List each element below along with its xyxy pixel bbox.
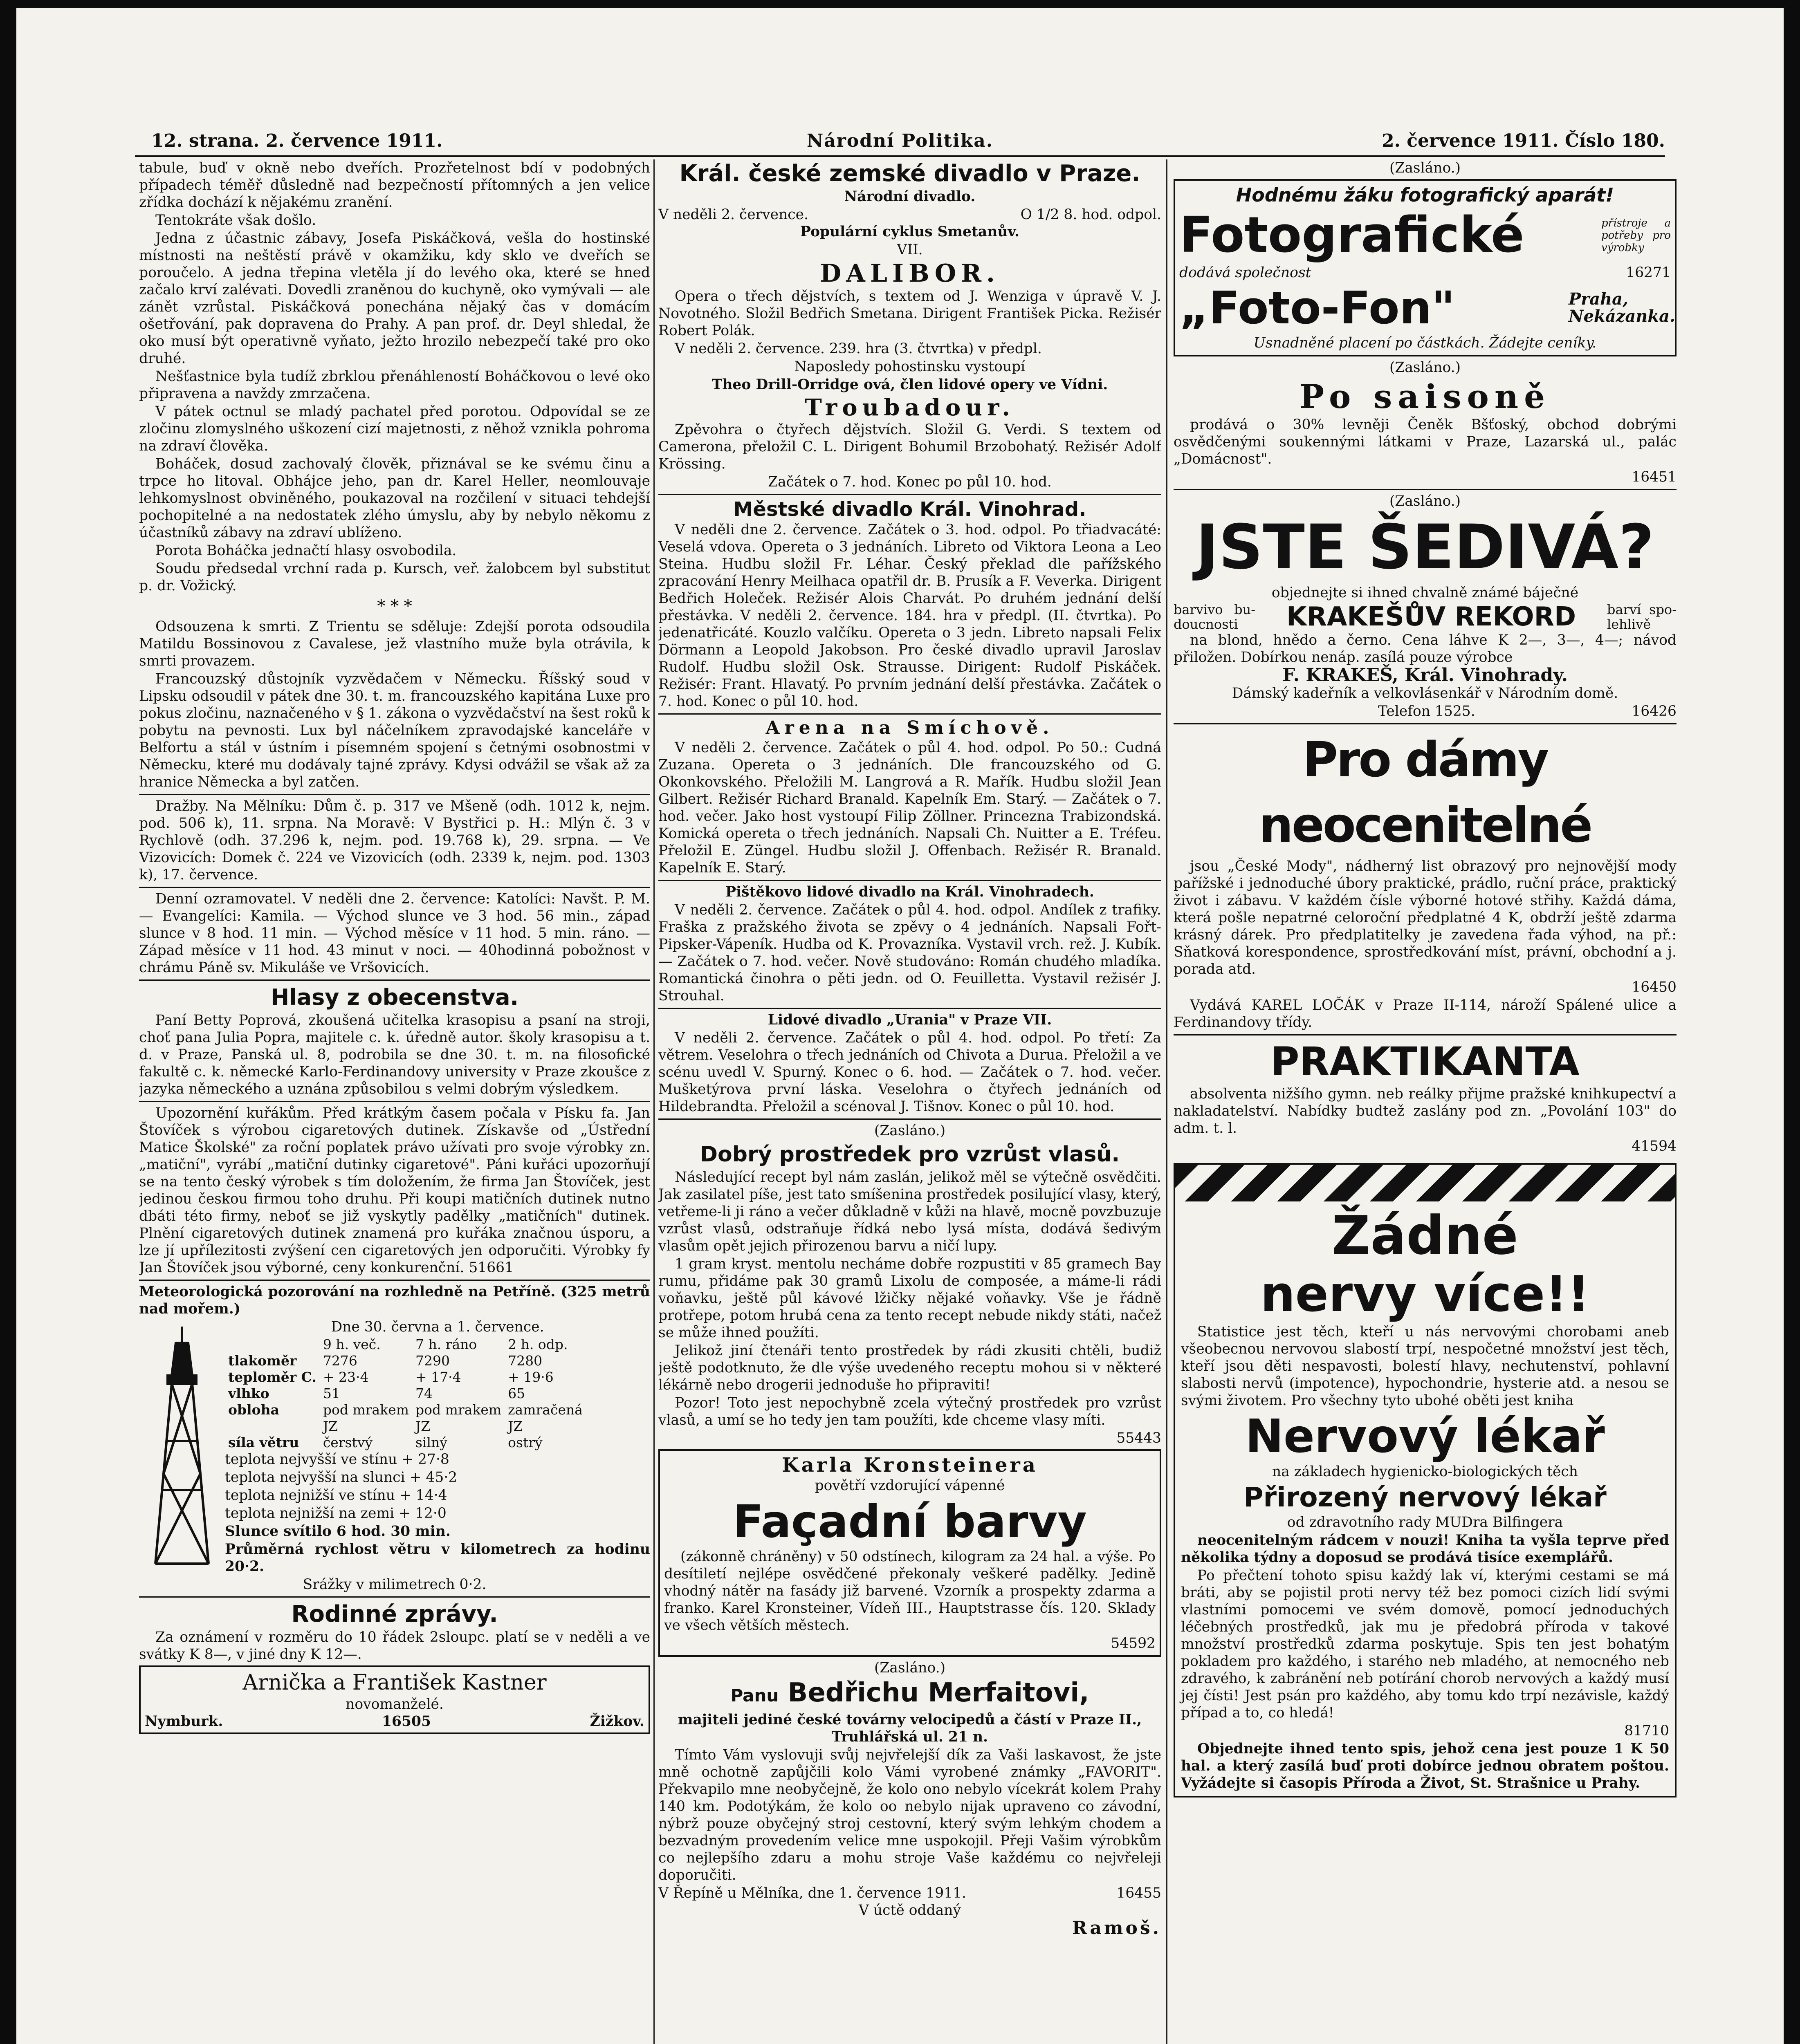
advert-subtitle: povětří vzdorující vápenné xyxy=(815,1477,1005,1494)
advert-brand: „Foto-Fon" xyxy=(1179,282,1455,334)
theatre-title: Král. české zemské divadlo v Praze. xyxy=(679,160,1140,187)
advert-headline: JSTE ŠEDIVÁ? xyxy=(1196,512,1654,583)
advert-text: Jelikož jiní čtenáři tento prostředek by rádi zkusiti chtěli, budiž ještě podotknuto, že dle výše uvedeného receptu mohou si v některé lékárně nebo drogerii jednoduše ho připraviti! xyxy=(658,1342,1161,1393)
testimonial-text: Tímto Vám vyslovuji svůj nejvřelejší dík za Vaši laskavost, že jste mně ochotně zapůjčili kolo Vámi vyrobené známky „FAVORIT". Překvapilo mne neobyčejně, že kolo ono nebylo vícekrát kolem Prahy 140 km. Podotýkám, že kolo oo nebylo nijak upraveno co závodní, nýbrž pouze obyčejný stroj cestovní, který svým lehkým chodem a bezvadným provedením velice mne uspokojil. Přeji Vašim výrobkům co nejlepšího zdaru a mohu stroje Vaše každému co nejvřeleji doporučiti. xyxy=(658,1747,1161,1883)
meteo-cell: ostrý xyxy=(508,1434,543,1450)
krakes-advert xyxy=(1174,489,1677,720)
meteo-cell: 7276 xyxy=(323,1353,357,1369)
news-item: Paní Betty Poprová, zkoušená učitelka krasopisu a psaní na stroji, choť pana Julia Popra, majitele c. k. úředně autor. školy krasopisu a t. d. v Praze, Panská ul. 8, podrobila se dne 30. t. m. na filosofické fakultě c. k. německé Karlo-Ferdinandovy university v Praze zkoušce z jazyka německého a uznána způsobilou s velmi dobrým výsledkem. xyxy=(139,1012,650,1097)
performance-date: V neděli 2. července. 239. hra (3. čtvrtka) v předpl. xyxy=(675,341,1042,357)
section-stars: * * * xyxy=(377,597,412,616)
meteo-extra: teplota nejvyšší na slunci + 45·2 xyxy=(225,1469,458,1486)
meteo-cell: + 17·4 xyxy=(415,1369,461,1385)
opera-description: Opera o třech dějstvích, s textem od J. Wenziga v úpravě V. J. Novotného. Složil Bedřich Smetana. Dirigent František Picka. Režisér Robert Polák. xyxy=(658,288,1161,339)
advert-intro: objednejte si ihned chvalně známé báječné xyxy=(1271,585,1579,601)
column-rule xyxy=(1166,159,1167,2044)
column-1 xyxy=(139,159,650,2044)
column-2 xyxy=(658,159,1161,2044)
advert-supplier: dodává společnost xyxy=(1179,264,1311,281)
meteo-extra: teplota nejnižší ve stínu + 14·4 xyxy=(225,1487,447,1504)
meteo-dates: Dne 30. června a 1. července. xyxy=(331,1319,544,1335)
masthead: Národní Politika. xyxy=(806,130,994,151)
advert-headline: Façadní barvy xyxy=(732,1495,1087,1548)
public-voices-section xyxy=(139,979,650,1098)
advert-author: od zdravotního rady MUDra Bilfingera xyxy=(1287,1514,1563,1531)
performance-times: Začátek o 7. hod. Konec po půl 10. hod. xyxy=(768,474,1052,490)
theatre-program: V neděli dne 2. července. Začátek o 3. hod. odpol. Po třiadvacáté: Veselá vdova. Opereta o 3 jednáních. Libreto od Viktora Leona a Leo Steina. Hudbu složil Fr. Léhar. Český překlad dle pařížského zpracování Henry Meilhaca opatřil dr. B. Prusík a F. Veverka. Dirigent Bedřich Holeček. Režisér Alois Charvát. Po druhém jednání delší přestávka. V neděli 2. července. 184. hra v předpl. (II. čtvrtka). Po jedenatřicáté. Kouzlo valčíku. Opereta o 3 jedn. Libreto napsali Felix Dörmann a Leopold Jakobson. Pro české divadlo upravil Jaroslav Rudolf. Hudbu složil Osk. Strausse. Dirigent: Rudolf Piskáček. Režisér: Frant. Hlavatý. Po prvním jednání delší přestávka. Začátek o 7. hod. Konec o půl 10. hod. xyxy=(658,522,1161,710)
cycle-number: VII. xyxy=(897,242,923,258)
article-continuation: tabule, buď v okně nebo dveřích. Prozřetelnost bdí v podobných případech téměř důsledně nad bezpečností přítomných a jen velice zřídka dochází k nějakému zranění. xyxy=(139,160,650,211)
performance-time: O 1/2 8. hod. odpol. xyxy=(1020,206,1161,223)
advert-headline: nervy více!! xyxy=(1260,1266,1590,1323)
advert-supply-row xyxy=(1179,264,1671,281)
advert-headline-row xyxy=(1179,207,1671,264)
newspaper-page xyxy=(16,8,1784,2044)
petrin-tower-icon xyxy=(147,1318,217,1572)
advert-text: Po přečtení tohoto spisu každý lak ví, kterými cestami se má bráti, aby se pojistil proti nervy též bez pomoci cizích lidí svými vlastními pomocemi ve svém domově, pomocí jednoduchých léčebných prostředků, jak mu je předobrá příroda v takové množství prostředků zdarma poskytuje. Spis ten jest bohatým pokladem pro každého, i starého neb mladého, at nemocného neb zdravého, k zabránění neb potírání chorob nervových a každý musí jej čísti! Jest psán pro každého, aby tomu kdo trpí nezávisle, každý případ a to, co hledá! xyxy=(1181,1567,1669,1721)
advert-number: 16451 xyxy=(1632,469,1677,485)
advert-brand: Karla Kronsteinera xyxy=(782,1454,1038,1477)
news-item: Francouzský důstojník vyzvědačem v Německu. Říšský soud v Lipsku odsoudil v pátek dne 30. t. m. francouzského kapitána Luxe pro pokus zločinu, naznačeného v § 1. zákona o vyzvědačství na šest roků k pobytu na pevnosti. Lux byl náčelníkem zpravodajské kanceláře v Belfortu a stál v ústním i písemném spojení s četnými osobnostmi v Německu, které mu dodávaly tajné zprávy. Kdysi odvážil se však až za hranice Německa a byl zatčen. xyxy=(139,671,650,790)
theatre-title: Arena na Smíchově. xyxy=(765,717,1054,738)
column-rule xyxy=(653,159,655,2044)
wedding-place: Žižkov. xyxy=(590,1713,644,1730)
advert-number: 55443 xyxy=(1116,1430,1161,1446)
advert-address: Praha, Nekázanka. xyxy=(1569,289,1675,326)
hair-advert xyxy=(658,1118,1161,1447)
section-title: Rodinné zprávy. xyxy=(291,1601,498,1627)
paragraph: Nešťastnice byla tudíž zbrklou přenáhleností Boháčkovou o levé oko připravena a navždy zmrzačena. xyxy=(139,368,650,402)
advert-number: 81710 xyxy=(1624,1723,1669,1739)
meteo-col: 7 h. ráno xyxy=(415,1336,477,1352)
meteo-rain: Srážky v milimetrech 0·2. xyxy=(303,1576,487,1593)
meteo-cell: 7290 xyxy=(415,1353,450,1369)
paragraph: V pátek octnul se mladý pachatel před porotou. Odpovídal se ze zločinu zlomyslného uškození cizí majetnosti, z něhož vznikla pohroma na zdraví člověka. xyxy=(139,403,650,454)
meteo-cell: 7280 xyxy=(508,1353,543,1369)
meteo-wind: Průměrná rychlost větru v kilometrech za hodinu 20·2. xyxy=(225,1541,650,1575)
wedding-announcement xyxy=(139,1665,650,1734)
urania-theatre xyxy=(658,1008,1161,1115)
advert-text: (zákonně chráněny) v 50 odstínech, kilogram za 24 hal. a výše. Po desítiletí nejlépe osvědčené překonaly veškeré padělky. Jedině vhodný nátěr na fasády již barvené. Vzorník a prospekty zdarma a franko. Karel Kronsteiner, Vídeň III., Hauptstrasse čís. 120. Sklady ve všech větších městech. xyxy=(664,1549,1156,1634)
meteo-header-row xyxy=(225,1336,586,1353)
section-title: Hlasy z obecenstva. xyxy=(270,984,519,1010)
meteo-row xyxy=(225,1402,586,1418)
meteo-cell: + 19·6 xyxy=(508,1369,554,1385)
advert-number: 16426 xyxy=(1632,703,1677,719)
news-item: Upozornění kuřákům. Před krátkým časem počala v Písku fa. Jan Štovíček s výrobou cigaretových dutinek. Získavše od „Ústřední Matice Školské" za roční poplatek právo užívati pro svoje výrobky zn. „matiční", vyrábí „matiční dutinky cigaretové". Páni kuřáci upozorňují se na tento český výrobek s tím doložením, že firma Jan Štovíček, jest jedinou českou firmou toho druhu. Při koupi matičních dutinek nutno dbáti této firmy, neboť se již vyskytly padělky „matičních" dutinek. Plnění cigaretových dutinek znamená pro kuřáka značnou úsporu, a lze jí upřílezitosti zvýšení cen cigaretových jen odporučiti. Výrobky fy Jan Štovíček jsou výborné, ceny konkurenční. 51661 xyxy=(139,1105,650,1276)
advert-text: jsou „České Mody", nádherný list obrazový pro nejnovější mody pařížské i jednoduché úbory praktické, prádlo, ruční práce, praktický život i zábavu. V každém čísle výborné hotové střihy. Každá dáma, která pošle nepatrné celoroční předplatné 4 K, obdrží ještě zdarma krásný dárek. Pro předplatitelky je zavedena řada výhod, na př.: Sňatková korespondence, sprostředkování míst, právní, obchodní a j. porada atd. xyxy=(1174,858,1677,977)
meteo-extra: teplota nejnižší na zemi + 12·0 xyxy=(225,1505,447,1522)
advert-brand-row xyxy=(1179,281,1675,334)
testimonial-recipient: Bedřichu Merfaitovi, xyxy=(788,1678,1089,1708)
guest-note: Naposledy pohostinsku vystoupí xyxy=(794,359,1026,375)
wedding-names: Arnička a František Kastner xyxy=(242,1670,547,1695)
meteo-label: obloha xyxy=(228,1402,280,1418)
vinohrady-theatre xyxy=(658,494,1161,710)
testimonial-signature: Ramoš. xyxy=(1072,1918,1161,1939)
advert-headline: PRAKTIKANTA xyxy=(1270,1039,1580,1085)
advert-text: prodává o 30% levněji Čeněk Bšťoský, obchod dobrými osvědčenými soukennými látkami v Praze, Lazarská ul., palác „Domácnost". xyxy=(1174,417,1677,467)
meteo-cell: silný xyxy=(415,1434,447,1450)
praktikant-advert xyxy=(1174,1034,1677,1155)
advert-text: Objednejte ihned tento spis, jehož cena jest pouze 1 K 50 hal. a který zasílá buď proti dobírce jednou obratem poštou. Vyžádejte si časopis Příroda a Život, St. Strašnice u Prahy. xyxy=(1181,1741,1669,1791)
family-news-section xyxy=(139,1596,650,1734)
meteo-col: 2 h. odp. xyxy=(508,1336,568,1352)
advert-phone: Telefon 1525. xyxy=(1378,703,1475,719)
theatre-title: Pištěkovo lidové divadlo na Král. Vinohradech. xyxy=(725,884,1094,900)
paragraph: Jedna z účastnic zábavy, Josefa Piskáčková, vešla do hostinské místnosti na neštěstí právě v okamžiku, kdy sklo ve dveřích se poroučelo. A jedna třepina vletěla jí do levého oka, které se hned začalo krví zalévati. Dovedli zraněnou do kuchyně, oko vymývali — ale zánět vzrůstal. Piskáčková ponechána nějaký čas v domácím ošetřování, pak dopravena do Prahy. A pan prof. dr. Deyl shledal, že oko musí být operativně vyňato, ježto hrozilo nebezpečí také pro oko druhé. xyxy=(139,230,650,367)
advert-side-note: přístroje a potřeby pro výrobky xyxy=(1601,217,1671,254)
meteo-row xyxy=(225,1418,586,1434)
family-news-pricing: Za oznámení v rozměru do 10 řádek 2sloupc. platí se v neděli a ve svátky K 8—, v jiné dny K 12—. xyxy=(139,1629,650,1663)
paragraph: Boháček, dosud zachovalý člověk, přiznával se ke svému činu a trpce ho litoval. Obhájce jeho, pan dr. Karel Heller, neomlouvaje lehkomyslnost obviněného, poukazoval na rozčilení v situaci tehdejší pochopitelné a na nedostatek zlého úmyslu, aby by nebylo někomu z účastníků zábavy na zdraví ublíženo. xyxy=(139,456,650,541)
advert-shop: Dámský kadeřník a velkovlásenkář v Národním domě. xyxy=(1232,685,1618,702)
meteorology-section xyxy=(139,1280,650,1593)
theatre-title: Lidové divadlo „Urania" v Praze VII. xyxy=(768,1012,1052,1028)
opera-description: Zpěvohra o čtyřech dějstvích. Složil G. Verdi. S textem od Camerona, přeložil C. L. Dirigent Bohumil Brzobohatý. Režisér Adolf Krössing. xyxy=(658,421,1161,472)
paragraph: Soudu předsedal vrchní rada p. Kursch, veř. žalobcem byl substitut p. dr. Vožický. xyxy=(139,560,650,594)
sent-in-label: (Zasláno.) xyxy=(874,1660,946,1676)
advert-footer: Usnadněné placení po částkách. Žádejte ceníky. xyxy=(1253,335,1597,351)
advert-number: 54592 xyxy=(1111,1635,1156,1652)
advert-maker: F. KRAKEŠ, Král. Vinohrady. xyxy=(1282,665,1568,686)
sent-in-label: (Zasláno.) xyxy=(874,1123,946,1139)
wedding-subtitle: novomanželé. xyxy=(346,1696,444,1712)
advert-number: 16450 xyxy=(1632,979,1677,995)
advert-text: absolventa nižšího gymn. neb reálky přijme pražské knihkupectví a nakladatelství. Nabídky budtež zaslány pod zn. „Povolání 103" do adm. t. l. xyxy=(1174,1086,1677,1136)
pistek-theatre xyxy=(658,880,1161,1004)
meteo-label: tlakoměr xyxy=(228,1353,297,1369)
advert-product-note: barví spo- lehlivě xyxy=(1607,602,1677,632)
header-date-left: 12. strana. 2. července 1911. xyxy=(151,130,443,151)
opera-title: DALIBOR. xyxy=(820,259,1000,288)
daily-almanac-section xyxy=(139,887,650,976)
header-issue: 2. července 1911. Číslo 180. xyxy=(1381,130,1665,151)
paragraph: Tentokráte však došlo. xyxy=(155,212,316,229)
advert-text: Pozor! Toto jest nepochybně zcela výtečný prostředek pro vzrůst vlasů, a umí se ho tedy jen tam použíti, kde chceme vlasy míti. xyxy=(658,1395,1161,1428)
wedding-footer xyxy=(145,1713,644,1730)
meteo-cell: 65 xyxy=(508,1385,525,1401)
meteo-cell: JZ xyxy=(508,1418,523,1434)
theatre-program: V neděli 2. července. Začátek o půl 4. hod. odpol. Po 50.: Cudná Zuzana. Opereta o 3 jednáních. Dle francouzského od G. Okonkovského. Přeložili M. Langrová a R. Mařík. Hudbu složil Jean Gilbert. Režisér Richard Branald. Kapelník Em. Starý. — Začátek o 7. hod. večer. Jako host vystoupí Filip Zöllner. Princezna Trabizondská. Komická opereta o třech jednáních. Napsali Ch. Nuitter a E. Tréfeu. Přeložil E. Züngel. Hudbu složil J. Offenbach. Režisér R. Branald. Kapelník E. Starý. xyxy=(658,740,1161,876)
meteo-cell: 51 xyxy=(323,1385,340,1401)
meteo-cell: + 23·4 xyxy=(323,1369,369,1385)
testimonial-salutation: Panu xyxy=(730,1685,779,1706)
advert-product: KRAKEŠŮV REKORD xyxy=(1286,602,1576,632)
meteo-row xyxy=(225,1434,586,1451)
meteo-cell: čerstvý xyxy=(323,1434,373,1450)
smokers-notice xyxy=(139,1101,650,1276)
advert-headline: Po saisoně xyxy=(1300,377,1551,416)
meteo-row xyxy=(225,1353,586,1369)
advert-book-title: Nervový lékař xyxy=(1245,1410,1605,1463)
paragraph: Porota Boháčka jednačtí hlasy osvobodila. xyxy=(155,542,457,559)
meteo-col: 9 h. več. xyxy=(323,1336,381,1352)
testimonial-place-date: V Řepíně u Mělníka, dne 1. července 1911. xyxy=(658,1885,967,1901)
sent-in-label: (Zasláno.) xyxy=(1389,359,1461,376)
guest-name: Theo Drill-Orridge ová, člen lidové opery ve Vídni. xyxy=(711,377,1108,393)
meteo-label xyxy=(225,1418,320,1434)
meteo-row xyxy=(225,1385,586,1402)
meteo-cell: 74 xyxy=(415,1385,433,1401)
meteo-label: teploměr C. xyxy=(228,1369,316,1385)
meteo-label: vlhko xyxy=(228,1385,269,1401)
testimonial-sign-row xyxy=(658,1885,1161,1902)
advert-text: Statistice jest těch, kteří u nás nervovými chorobami aneb všeobecnou nervovou slabostí trpí, nespočetné množství jest těch, kteří jsou děti nespavosti, bolestí hlavy, nechutenství, pohlavní slabosti nervů (impotence), hypochondrie, hysterie atd. a nesou se svými životem. Pro všechny tyto ubohé oběti jest kniha xyxy=(1181,1324,1669,1409)
wedding-place: Nymburk. xyxy=(145,1713,223,1730)
meteo-extra: teplota nejvyšší ve stínu + 27·8 xyxy=(225,1451,449,1468)
meteo-row xyxy=(225,1369,586,1385)
testimonial-subtitle: majiteli jediné české továrny velocipedů a částí v Praze II., Truhlářská ul. 21 n. xyxy=(678,1712,1142,1745)
auctions-text: Dražby. Na Mělníku: Dům č. p. 317 ve Mšeně (odh. 1012 k, nejm. pod. 506 k), 11. srpna. Na Moravě: V Bystřici p. H.: Mlýn č. 3 v Rychlově (odh. 37.296 k, nejm. pod. 19.768 k), 29. srpna. — Ve Vizovicích: Domek č. 224 ve Vizovicích (odh. 2339 k, nejm. pod. 1303 k), 17. července. xyxy=(139,798,650,883)
performance-date: V neděli 2. července. xyxy=(658,206,809,223)
news-item: Odsouzena k smrti. Z Trientu se sděluje: Zdejší porota odsoudila Matildu Bossinovou z Cavalese, jež vlastního muže byla otrávila, k smrti provazem. xyxy=(139,619,650,669)
advert-contact-row xyxy=(1174,703,1677,720)
testimonial-closing: V úctě oddaný xyxy=(859,1902,961,1918)
opera-title: Troubadour. xyxy=(805,394,1015,421)
advert-number: 16455 xyxy=(1116,1885,1161,1901)
meteo-heading: Meteorologická pozorování na rozhledně na Petříně. (325 metrů nad mořem.) xyxy=(139,1284,650,1317)
foto-fon-advert xyxy=(1174,179,1677,356)
advert-text: 1 gram kryst. mentolu necháme dobře rozpustiti v 85 gramech Bay rumu, přidáme pak 30 gramů Lixolu de composée, a máme-li rádi voňavku, ještě půl kávové lžičky nějaké voňavky. Vše je řádně protřepe, potom hrubá cena za tento recept nebude nikdy státi, načež se může ihned použíti. xyxy=(658,1256,1161,1341)
meteo-sun: Slunce svítilo 6 hod. 30 min. xyxy=(225,1523,451,1540)
sent-in-label: (Zasláno.) xyxy=(1389,160,1461,176)
advert-product-note: barvivo bu- doucnosti xyxy=(1174,602,1255,632)
smichov-arena xyxy=(658,713,1161,876)
meteo-cell: JZ xyxy=(323,1418,338,1434)
meteo-cell: pod mrakem xyxy=(415,1402,502,1418)
advert-text: Následující recept byl nám zaslán, jelikož měl se výtečně osvědčiti. Jak zasilatel píše, jest tato smíšenina prostředek posilující vlasy, který, vetřeme-li ji ráno a večer důkladně v kůži na hlavě, mocně povzbuzuje vzrůst vlasů, odstraňuje řídká nebo lysá místa, dodává šedivým vlasům opět jejich přirozenou barvu a ničí lupy. xyxy=(658,1169,1161,1254)
advert-number: 16271 xyxy=(1626,264,1671,281)
advert-book-subtitle: Přirozený nervový lékař xyxy=(1243,1481,1607,1513)
meteo-label: síla větru xyxy=(228,1434,299,1450)
kronsteiner-advert xyxy=(658,1449,1161,1657)
advert-headline: Žádné xyxy=(1332,1204,1518,1266)
theatre-program: V neděli 2. července. Začátek o půl 4. hod. odpol. Po třetí: Za větrem. Veselohra o třech jednáních od Chivota a Duruа. Přeložil a ve scénu uvedl V. Spurný. Konec o 6. hod. — Začátek o 7. hod. večer. Mušketýrova první láska. Veselohra o čtyřech jednáních od Hildebrandta. Přeložil a scénoval J. Tišnov. Konec o půl 10. hod. xyxy=(658,1030,1161,1115)
nerve-advert-body xyxy=(1175,1201,1675,1796)
testimonial-title xyxy=(658,1677,1161,1711)
wedding-number: 16505 xyxy=(382,1713,431,1730)
nerve-book-advert xyxy=(1174,1163,1677,1797)
advert-title: Dobrý prostředek pro vzrůst vlasů. xyxy=(700,1142,1120,1167)
sent-in-label: (Zasláno.) xyxy=(1389,493,1461,509)
theatre-title: Městské divadlo Král. Vinohrad. xyxy=(733,498,1086,521)
advert-text: na blond, hnědo a černo. Cena láhve K 2—, 3—, 4—; návod přiložen. Dobírkou nenáp. zasílá pouze výrobce xyxy=(1174,632,1677,666)
ceske-mody-advert xyxy=(1174,723,1677,1031)
advert-headline: Pro dámy neocenitelné xyxy=(1259,731,1591,853)
advert-text: neocenitelným rádcem v nouzi! Kniha ta vyšla teprve před několika týdny a doposud se prodává tisíce exemplářů. xyxy=(1181,1532,1669,1566)
advert-product-row xyxy=(1174,602,1677,632)
auctions-section xyxy=(139,794,650,883)
meteo-cell: zamračená xyxy=(508,1402,583,1418)
meteo-cell: pod mrakem xyxy=(323,1402,409,1418)
decorative-border xyxy=(1175,1165,1675,1201)
meteo-table xyxy=(225,1336,586,1451)
almanac-text: Denní ozramovatel. V neděli dne 2. července: Katolíci: Navšt. P. M. — Evangelíci: Kamila. — Východ slunce ve 3 hod. 56 min., západ slunce v 8 hod. 11 min. — Východ měsíce v 11 hod. 5 min. ráno. — Západ měsíce v 11 hod. 43 minut v noci. — 40hodinná pobožnost v chrámu Páně sv. Mikuláše ve Vršovicích. xyxy=(139,891,650,976)
column-3 xyxy=(1174,159,1677,2044)
page-header xyxy=(135,127,1665,157)
merfait-testimonial xyxy=(658,1659,1161,1937)
theatre-program: V neděli 2. července. Začátek o půl 4. hod. odpol. Andílek z trafiky. Fraška z pražského života se zpěvy o 4 jednáních. Napsali Fořt-Pipsker-Vápeník. Hudba od K. Provazníka. Vystavil vrch. rež. J. Kubík. — Začátek o 7. hod. večer. Nově studováno: Román chudého mladíka. Romantická činohra o pěti jedn. od O. Feuilletta. Vystavil režisér J. Strouhal. xyxy=(658,902,1161,1004)
advert-headline: Fotografické xyxy=(1179,207,1524,264)
performance-time-row xyxy=(658,206,1161,223)
cycle-name: Populární cyklus Smetanův. xyxy=(800,224,1020,240)
meteo-cell: JZ xyxy=(415,1418,431,1434)
advert-subtitle: na základech hygienicko-biologických těch xyxy=(1272,1464,1578,1480)
theatre-subtitle: Národní divadlo. xyxy=(844,188,976,205)
advert-publisher: Vydává KAREL LOČÁK v Praze II-114, nároží Spálené ulice a Ferdinandovy třídy. xyxy=(1174,997,1677,1031)
advert-number: 41594 xyxy=(1632,1138,1677,1154)
advert-tagline: Hodnému žáku fotografický aparát! xyxy=(1236,184,1614,206)
